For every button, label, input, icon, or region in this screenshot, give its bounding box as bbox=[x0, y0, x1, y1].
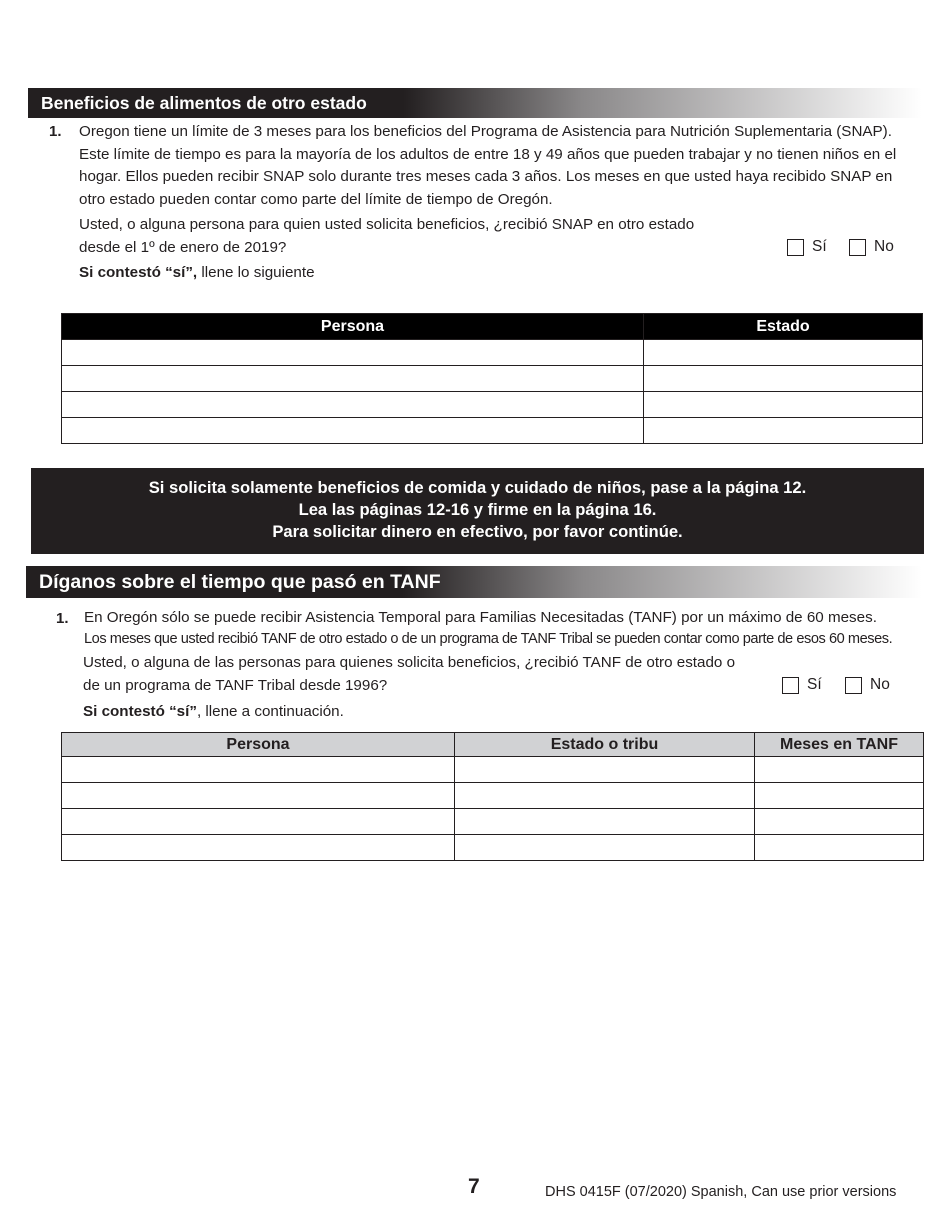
estado-tribu-cell[interactable] bbox=[455, 809, 755, 835]
estado-tribu-cell[interactable] bbox=[455, 835, 755, 861]
tanf-question bbox=[83, 652, 773, 697]
if-yes-bold: Si contestó “sí” bbox=[83, 703, 197, 720]
form-identifier: DHS 0415F (07/2020) Spanish, Can use prior versions bbox=[545, 1184, 897, 1200]
notice-line: Lea las páginas 12-16 y firme en la página 16. bbox=[298, 500, 657, 519]
table-row bbox=[62, 392, 923, 418]
table-row bbox=[62, 835, 924, 861]
paragraph-line: Este límite de tiempo es para la mayoría de los adultos de entre 18 y 49 años que pueden trabajar y no tienen niños en el bbox=[79, 145, 897, 163]
meses-cell[interactable] bbox=[755, 757, 924, 783]
notice-line: Si solicita solamente beneficios de comida y cuidado de niños, pase a la página 12. bbox=[148, 478, 807, 497]
snap-if-yes bbox=[79, 262, 315, 285]
tanf-line-2: Los meses que usted recibió TANF de otro estado o de un programa de TANF Tribal se pueden contar como parte de esos 60 meses. bbox=[84, 631, 893, 647]
estado-cell[interactable] bbox=[644, 366, 923, 392]
checkbox-label: No bbox=[870, 676, 890, 693]
checkbox-box[interactable] bbox=[845, 677, 862, 694]
snap-question bbox=[79, 214, 759, 259]
checkbox-box[interactable] bbox=[787, 239, 804, 256]
column-header-estado: Estado bbox=[644, 314, 923, 340]
if-yes-rest: , llene a continuación. bbox=[196, 703, 344, 720]
estado-cell[interactable] bbox=[644, 418, 923, 444]
snap-state-table bbox=[61, 313, 923, 444]
meses-cell[interactable] bbox=[755, 809, 924, 835]
checkbox-label: No bbox=[874, 238, 894, 255]
persona-cell[interactable] bbox=[62, 783, 455, 809]
question-line: Usted, o alguna de las personas para quienes solicita beneficios, ¿recibió TANF de otro estado o bbox=[83, 654, 736, 671]
column-header-meses: Meses en TANF bbox=[755, 733, 924, 757]
checkbox-box[interactable] bbox=[849, 239, 866, 256]
estado-cell[interactable] bbox=[644, 340, 923, 366]
question-line: de un programa de TANF Tribal desde 1996? bbox=[83, 676, 388, 694]
persona-cell[interactable] bbox=[62, 366, 644, 392]
item-number: 1. bbox=[49, 123, 62, 140]
item-number: 1. bbox=[56, 610, 69, 627]
paragraph-line: hogar. Ellos pueden recibir SNAP solo durante tres meses cada 3 años. Los meses en que usted haya recibido SNAP en bbox=[79, 168, 893, 185]
meses-cell[interactable] bbox=[755, 835, 924, 861]
page-number: 7 bbox=[468, 1175, 480, 1198]
snap-paragraph bbox=[79, 121, 919, 211]
snap-no-checkbox[interactable] bbox=[849, 238, 894, 256]
paragraph-line: otro estado pueden contar como parte del límite de tiempo de Oregón. bbox=[79, 190, 553, 208]
tanf-months-table bbox=[61, 732, 924, 861]
section-header-tanf: Díganos sobre el tiempo que pasó en TANF bbox=[26, 566, 922, 598]
if-yes-bold: Si contestó “sí”, bbox=[79, 264, 198, 281]
instructions-notice bbox=[31, 468, 924, 554]
tanf-line-1: En Oregón sólo se puede recibir Asistencia Temporal para Familias Necesitadas (TANF) por un máximo de 60 meses. bbox=[84, 609, 877, 626]
column-header-estado-tribu: Estado o tribu bbox=[455, 733, 755, 757]
estado-cell[interactable] bbox=[644, 392, 923, 418]
table-row bbox=[62, 366, 923, 392]
meses-cell[interactable] bbox=[755, 783, 924, 809]
table-row bbox=[62, 809, 924, 835]
tanf-yes-checkbox[interactable] bbox=[782, 676, 822, 694]
table-row bbox=[62, 418, 923, 444]
question-line: desde el 1º de enero de 2019? bbox=[79, 238, 287, 256]
tanf-no-checkbox[interactable] bbox=[845, 676, 890, 694]
table-row bbox=[62, 783, 924, 809]
paragraph-line: Oregon tiene un límite de 3 meses para los beneficios del Programa de Asistencia para Nutrición Suplementaria (SNAP). bbox=[79, 123, 892, 140]
column-header-persona: Persona bbox=[62, 733, 455, 757]
if-yes-rest: llene lo siguiente bbox=[197, 264, 315, 281]
notice-line: Para solicitar dinero en efectivo, por favor continúe. bbox=[272, 522, 683, 541]
table-row bbox=[62, 340, 923, 366]
question-line: Usted, o alguna persona para quien usted solicita beneficios, ¿recibió SNAP en otro estado bbox=[79, 216, 695, 233]
section-header-food-benefits: Beneficios de alimentos de otro estado bbox=[28, 88, 922, 118]
persona-cell[interactable] bbox=[62, 340, 644, 366]
persona-cell[interactable] bbox=[62, 835, 455, 861]
tanf-if-yes bbox=[83, 701, 344, 724]
column-header-persona: Persona bbox=[62, 314, 644, 340]
persona-cell[interactable] bbox=[62, 392, 644, 418]
checkbox-label: Sí bbox=[812, 238, 827, 255]
checkbox-label: Sí bbox=[807, 676, 822, 693]
snap-yes-checkbox[interactable] bbox=[787, 238, 827, 256]
estado-tribu-cell[interactable] bbox=[455, 757, 755, 783]
table-row bbox=[62, 757, 924, 783]
persona-cell[interactable] bbox=[62, 757, 455, 783]
checkbox-box[interactable] bbox=[782, 677, 799, 694]
persona-cell[interactable] bbox=[62, 418, 644, 444]
estado-tribu-cell[interactable] bbox=[455, 783, 755, 809]
persona-cell[interactable] bbox=[62, 809, 455, 835]
